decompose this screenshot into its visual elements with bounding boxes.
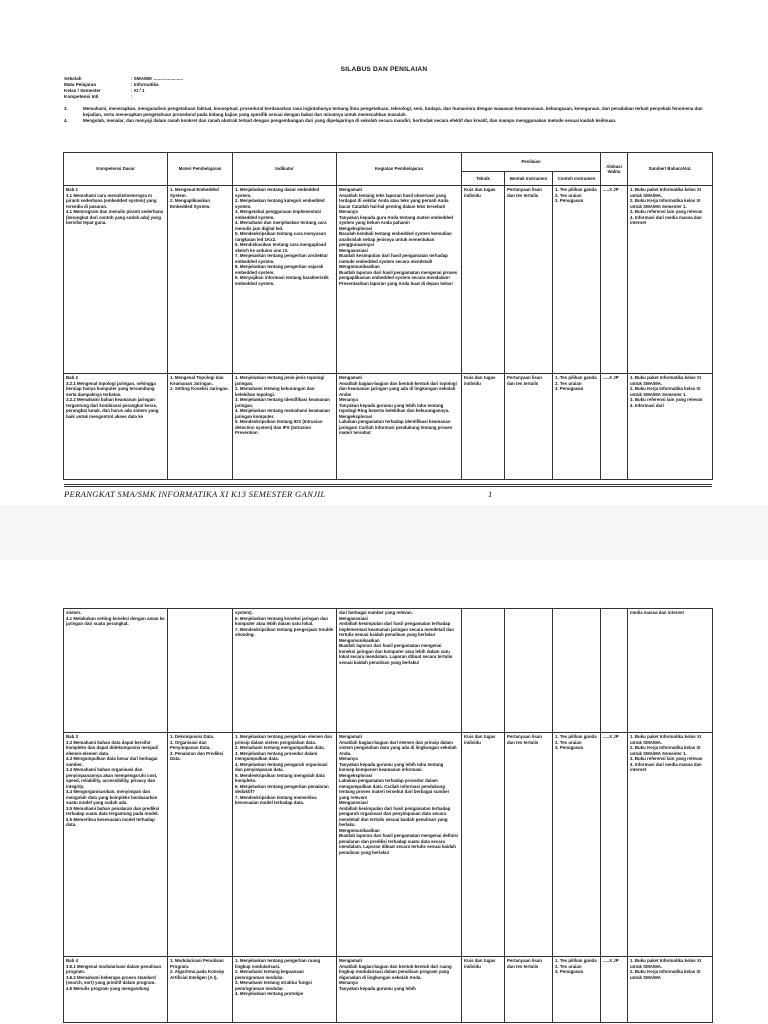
col-header-kegiatan: Kegiatan Pembelajaran [337,153,462,186]
cell-sumber: 1. Buku paket Informatika kelas XI untuk SMA/MA. 2. Buku Kerja Informatika kelas XI untuk SMA/MA Semester 1. 3. Buku referensi lain yang relevan 4. Informasi dari media massa dan internet [628,733,713,957]
page-number: 1 [488,489,493,499]
page-2 [0,560,768,1024]
ki-item: 3. Memahami, menerapkan, menganalisis pengetahuan faktual, konseptual, prosedural berdasarkan rasa ingintahunya tentang ilmu pengetahuan, teknologi, seni, budaya, dan humaniora dengan wawasan kemanusiaan, kebangsaan, kenegaraan, dan peradaban terkait penyebab fenomena dan kejadian, serta menerapkan pengetahuan prosedural pada bidang kajian yang spesifik sesuai dengan bakat dan minatnya untuk memecahkan masalah. [64,106,703,117]
meta-row-ki: Kompetensi Inti : [64,94,133,99]
table-row-bab2-cont [64,609,713,733]
cell-teknik: Kuis dan tugas individu [462,733,505,957]
page-gap [0,505,768,560]
cell-materi: 1. Mengenal Embedded System. 2. Mengaplikasikan Embedded System. [168,186,233,374]
cell-alokasi: .....X JP [601,186,628,374]
syllabus-table-page2 [63,608,713,1023]
cell-indikator: 1. Menjelaskan tentang pengertian elemen dan prinsip dalam sistem pengolahan data. 2. Memahami tentang mengumpulkan data. 3. Menjelaskan tentang prosedur dalam mengumpulkan data. 4. Menjelaskan tentang pengaruh organisasi dan penyimpanan data. 5. Mendeskripsikan tentang mengolah data kompleks. 6. Menjelaskan tentang pengertian penalaran deduktif? 7. Mendeskripsikan tentang memeriksa kesesuaian model terhadap data. [233,733,337,957]
cell-kd: Bab 1 3.1 Memahami cara menulis/memrogra m piranti sederhana (embedded system) yang tersedia di pasaran. 4.1 Memrogram dan menulis piranti sederhana (berangkat dari contoh yang sudah ada) yang bersifat tepat guna. [64,186,168,374]
cell-bentuk: Pertanyaan lisan dan tes tertulis [505,733,553,957]
col-header-materi: Materi Pembelajaran [168,153,233,186]
table-row-bab4 [64,957,713,1023]
school-meta [64,76,183,100]
cell-sumber: 1. Buku paket Informatika kelas XI untuk SMA/MA. 2. Buku Kerja Informatika kelas XI untuk SMA/MA [628,957,713,1023]
col-header-contoh: Contoh Instrumen [553,172,601,186]
col-header-penilaian: Penilaian [462,153,601,172]
cell-indikator: 1. Menjelaskan tentang jenis-jenis topologi jaringan. 2. Memahami tentang kekurangan dan kelebihan topologi. 3. Menjelaskan tentang identifikasi keamanan jaringan. 4. Menjelaskan tentang memahami keamanan jaringan komputer. 5. Mendeskripsikan tentang IDS (Intrusion detection system) dan IPS (Intrusion Prevention [233,374,337,480]
cell-bentuk: Pertanyaan lisan dan tes tertulis [505,957,553,1023]
col-header-bentuk: Bentuk Instrumen [505,172,553,186]
cell-sumber: media massa dan internet [628,609,713,733]
footer-rule [64,484,712,485]
meta-row-subject: Mata Pelajaran : Informatika [64,82,159,87]
ki-item: 4. Mengolah, menalar, dan menyaji dalam ranah konkret dan ranah abstrak terkait dengan pengembangan dari yang dipelajarinya di sekolah secara mandiri, bertindak secara efektif dan kreatif, dan mampu menggunakan metode sesuai kaidah keilmuan. [64,118,617,124]
cell-kd: sistem. 4.1 Melakukan setting koneksi dengan aman ke jaringan dari suatu perangkat. [64,609,168,733]
cell-alokasi: .....X JP [601,374,628,480]
col-header-alokasi: Alokasi Waktu [601,153,628,186]
cell-bentuk: Pertanyaan lisan dan tes tertulis [505,186,553,374]
cell-teknik: Kuis dan tugas individu [462,186,505,374]
meta-row-school: Sekolah : SMA/MK ....................... [64,76,184,81]
syllabus-table-page1 [63,152,713,480]
cell-indikator: 1. Menjelaskan tentang dasar embedded system. 2. Menjelaskan tentang kategori embedded system. 3. Mengetahui penggunaan implementasi embedded system. 4. Memahami dan menjelaskan tentang cara menulis jam digital led. 5. Mendeskripsikan tentang cara menyusun rangkaian led 1Kx2. 6. Mendiskusikan tentang cara mengupload sketch ke arduino uno r3. 7. Menjelaskan tentang pengertian arsitektur embedded system. 8. Menjelaskan tentang pengertian sejarah embedded system. 9. Menyajikan informasi tentang karakteristik embedded system. [233,186,337,374]
cell-contoh [553,609,601,733]
cell-indikator: 1. Menjelaskan tentang pengertian ruang lingkup modularisasi. 2. Memahami tentang keguanaan pemrograman modular. 3. Memahami tentang struktur fungsi pemrograman modular. 4. Menjelaskan tentang prototipe [233,957,337,1023]
cell-materi [168,609,233,733]
cell-alokasi: .....X JP [601,957,628,1023]
cell-kegiatan: Mengamati Amatilah bagian-bagian dari elemen dan prinsip dalam sistem pengolahan data yang ada di lingkungan sekolah Anda. Menanya Tanyakan kepada gurumu yang lebih tahu tentang konsep komponen keamanan informasi. Mengeksplorasi Lakukan pengamatan terhadap prosedur dalam mengumpulkan data. Carilah informasi pendukung tentang proses materi tersebut dari berbagai sumber yang relevan! Mengasosiasi Ambillah kesimpulan dari hasil pengamatan terhadap pengaruh organisasi dan penyimpanan data secara mendetail dan tertulis sesuai kaidah penulisan yang berlaku. Mengomunikasikan Buatlah laporan dari hasil pengamatan mengenai definisi penalaran dan prediksi terhadap suatu data secara mendalam. Laporan dibuat secara tertulis sesuai kaidah penulisan yang berlaku! [337,733,462,957]
cell-kegiatan: dari berbagai sumber yang relevan. Mengasosiasi Ambillah kesimpulan dari hasil pengamatan terhadap implementasi keamanan jaringan secara mendetail dan tertulis sesuai kaidah penulisan yang berlaku! Mengomunikasikan Buatlah laporan dari hasil pengamatan mengenai koneksi jaringan dan komputer atau lebih dalam satu lokal secara mendalam. Laporan dibuat secara tertulis sesuai kaidah penulisan yang berlaku! [337,609,462,733]
cell-alokasi: .....X JP [601,733,628,957]
cell-alokasi [601,609,628,733]
cell-indikator: system). 6. Menjelaskan tentang koneksi jaringan dan komputer atau lebih dalam satu lokal. 7. Mendeskripsikan tentang pengerjaan trouble shooting. [233,609,337,733]
col-header-indikator: Indikator [233,153,337,186]
cell-bentuk: Pertanyaan lisan dan tes tertulis [505,374,553,480]
col-header-teknik: Teknik [462,172,505,186]
cell-kegiatan: Mengamati Amatilah bagian-bagian dan bentuk-bentuk dari topologi dan keamanan jaringan yang ada di lingkungan sekolah Anda! Menanya Tanyakan kepada gurumu yang lebih tahu tentang topologi Ring beserta kelebihan dan kekurangannya. Mengeksplorasi Lakukan pengamatan terhadap identifikasi keamanan jaringan! Carilah informasi pendukung tentang proses materi tersebut [337,374,462,480]
col-header-kd: Kompetensi Dasar [64,153,168,186]
cell-teknik: Kuis dan tugas individu [462,374,505,480]
page-1 [0,0,768,505]
cell-sumber: 1. Buku paket Informatika kelas XI untuk SMA/MA. 2. Buku Kerja Informatika kelas XI untuk SMA/MA Semester 1. 3. Buku referensi lain yang relevan 4. Informasi dari [628,374,713,480]
cell-contoh: 1. Tes pilihan ganda 2. Tes uraian 3. Penugasan [553,957,601,1023]
cell-kegiatan: Mengamati Amatilah bagian-bagian dan bentuk-bentuk dari ruang lingkup modularisasi dalam penulisan program yang digunakan di lingkungan sekolah Anda. Menanya Tanyakan kepada gurumu yang lebih [337,957,462,1023]
cell-bentuk [505,609,553,733]
cell-kegiatan: Mengamati Amatilah tentang teks laporan hasil observasi yang terdapat di sekitar Anda atau teks yang pernah Anda baca! Catatlah hal-hal penting dalam teks tersebut! Menanya Tanyakan kepada guru Anda tentang materi embedded system yang belum Anda pahami! Mengeksplorasi Bacalah kembali tentang embedded system kemudian analisislah setiap jenisnya untuk menentukan penggunaannya! Mengasosiasi Buatlah kesimpulan dari hasil pengamatan terhadap metode embedded system secara mendetail! Mengomunikasikan Buatlah laporan dari hasil pengamatan mengenai proses pengaplikasian embedded system secara mendalam! Presentasikan laporan yang Anda buat di depan kelas! [337,186,462,374]
kompetensi-inti-list [64,106,712,125]
cell-kd: Bab 2 3.2.1 Mengenal topologi jaringan, sehingga bersiap hanya komputer yang tersambung serta dampaknya terbatas. 3.2.2 Memahami bahan keamanan jaringan tergantung dari kombinasi perangkat keras, perangkat lunak, dan harus ada sistem yang baik untuk mengontrol akses data ke [64,374,168,480]
table-row-bab2 [64,374,713,480]
table-row-bab3 [64,733,713,957]
cell-contoh: 1. Tes pilihan ganda 2. Tes uraian 3. Penugasan [553,733,601,957]
cell-teknik [462,609,505,733]
header-row [64,153,713,172]
cell-teknik: Kuis dan tugas individu [462,957,505,1023]
document-title: SILABUS DAN PENILAIAN [340,66,428,73]
cell-contoh: 1. Tes pilihan ganda 2. Tes uraian 3. Penugasan [553,186,601,374]
page-footer [64,486,712,499]
cell-contoh: 1. Tes pilihan ganda 2. Tes uraian 3. Penugasan [553,374,601,480]
col-header-sumber: Sumber/ Bahan/Alat. [628,153,713,186]
cell-sumber: 1. Buku paket Informatika kelas XI untuk SMA/MA. 2. Buku Kerja Informatika kelas XI untuk SMA/MA Semester 1. 3. Buku referensi lain yang relevan 4. Informasi dari media massa dan internet [628,186,713,374]
cell-materi: 1. Dekomposisi Data. 2. Organisasi dan Penyimpanan Data. 3. Penalaran dan Prediksi Data. [168,733,233,957]
table-row-bab1 [64,186,713,374]
cell-materi: 1. Modularisasi Penulisan Program. 2. Algoritma pada Konsep Artificial Inteligen (A I). [168,957,233,1023]
cell-materi: 1. Mengenal Topologi dan Keamanan Jaringan. 2. Setting Koneksi Jaringan. [168,374,233,480]
cell-kd: Bab 4 3.6.1 Mengenal modularisasi dalam penulisan program. 3.6.2 Memahami beberapa proses standard (search, sort) yang primitif dalam program. 4.6 Menulis program yang mengandung [64,957,168,1023]
footer-text: PERANGKAT SMA/SMK INFORMATIKA XI K13 SEMESTER GANJIL [64,489,326,499]
meta-row-class: Kelas / Semester : XI / 1 [64,88,145,93]
cell-kd: Bab 3 3.3 Memahami bahan data dapat bersifat kompleks dan dapat didekomposisi menjadi elemen-elemen data. 4.3 Mengumpulkan data besar dari berbagai sumber. 3.4 Memahami bahan organisasi dan penyimpanannya akan mempengaruhi cost, speed, reliability, accessibility, privacy dan integrity. 4.4 Mengorganisasikan, menyimpan dan mengolah data yang kompleks berdasarkan suatu model yang sudah ada. 3.5 Memahami bahan penalaran dan prediksi terhadap suatu data tergantung pada model. 4.5 Memeriksa kesesuaian model terhadap data. [64,733,168,957]
